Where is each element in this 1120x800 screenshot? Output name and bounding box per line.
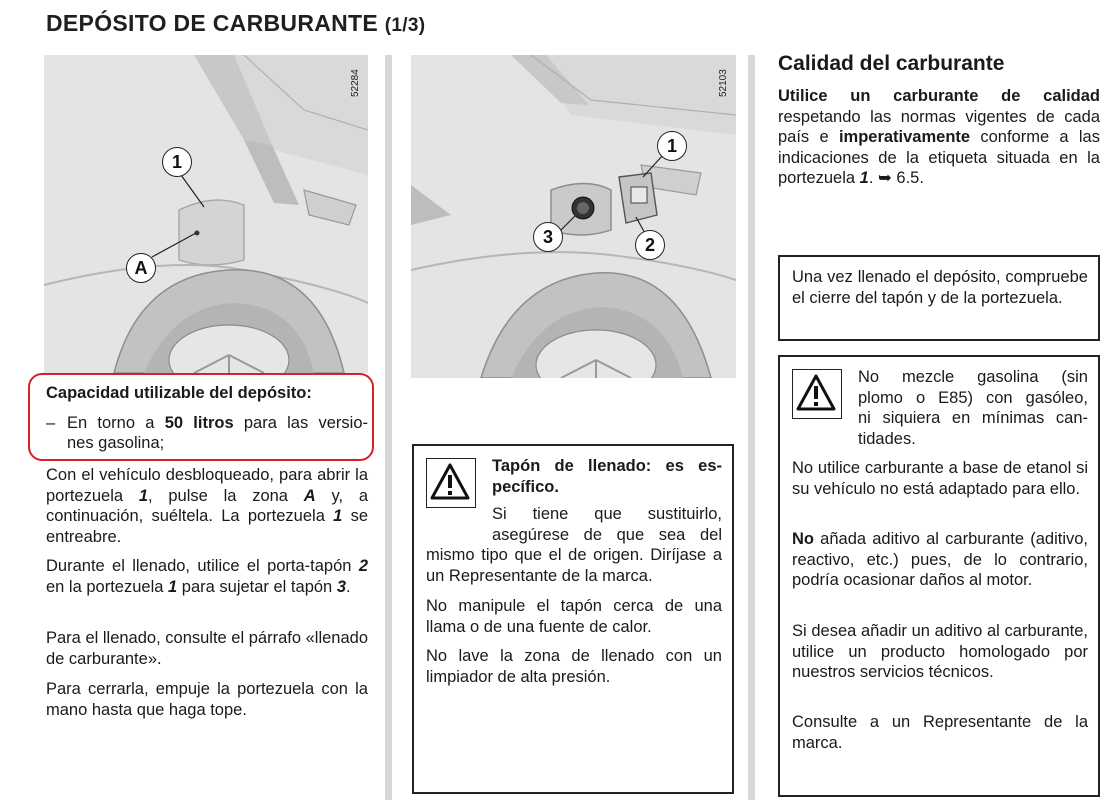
paragraph-fuel-quality: Utilice un carburante de calidad respetando las normas vigentes de cada país e imperativamente conforme a las indicaciones de la etiqueta situada en la portezuela 1. ➥ 6.5. bbox=[778, 87, 1100, 187]
callout-3: 3 bbox=[533, 222, 563, 252]
callout-A: A bbox=[126, 253, 156, 283]
warning-ethanol: No utilice carburante a base de etanol si su vehículo no está adaptado para ello. bbox=[792, 459, 1088, 498]
warning-replace-cap-lines: Si tiene que sustituirlo, asegúrese de que sea del bbox=[492, 505, 722, 544]
warning-no-additive: No añada aditivo al carburante (aditivo, reactivo, etc.) pues, de lo contrario, podría ocasionar daños al motor. bbox=[792, 530, 1088, 589]
paragraph-close-flap: Para cerrarla, empuje la portezuela con la mano hasta que haga tope. bbox=[46, 680, 368, 719]
warning-pressure-wash: No lave la zona de llenado con un limpiador de alta presión. bbox=[426, 647, 722, 686]
capacity-title: Capacidad utilizable del depósito: bbox=[46, 384, 312, 402]
note-check-cap: Una vez llenado el depósito, compruebe el cierre del tapón y de la portezuela. bbox=[792, 268, 1088, 307]
paragraph-cap-holder: Durante el llenado, utilice el porta-tapón 2 en la portezuela 1 para sujetar el tapón 3. bbox=[46, 557, 368, 596]
warning-icon bbox=[792, 369, 842, 419]
figure-fuel-flap-closed bbox=[44, 55, 368, 373]
warning-approved-additive: Si desea añadir un aditivo al carburante, utilice un producto homologado por nuestros servicios técnicos. bbox=[792, 622, 1088, 681]
figure-reference-number: 52103 bbox=[718, 69, 729, 97]
car-fuel-cap-illustration bbox=[411, 55, 736, 378]
note-box-check-cap bbox=[778, 255, 1100, 341]
list-dash: – bbox=[46, 414, 56, 432]
warning-replace-cap-rest: mismo tipo que el de origen. Diríjase a un Representante de la marca. bbox=[426, 546, 722, 585]
page-indicator: (1/3) bbox=[384, 15, 426, 36]
car-rear-illustration bbox=[44, 55, 368, 373]
page-title: DEPÓSITO DE CARBURANTE (1/3) bbox=[46, 10, 426, 36]
section-heading-fuel-quality: Calidad del carburante bbox=[778, 52, 1005, 75]
warning-heat-source: No manipule el tapón cerca de una llama o de una fuente de calor. bbox=[426, 597, 722, 636]
paragraph-refuel-reference: Para el llenado, consulte el párrafo «llenado de carburante». bbox=[46, 629, 368, 668]
column-divider-right bbox=[748, 55, 755, 800]
capacity-item: – En torno a 50 litros para las versio- nes gasolina; bbox=[46, 414, 368, 452]
warning-contact-dealer: Consulte a un Representante de la marca. bbox=[792, 713, 1088, 752]
figure-reference-number: 52284 bbox=[350, 69, 361, 97]
callout-2: 2 bbox=[635, 230, 665, 260]
capacity-value: 50 litros bbox=[164, 414, 234, 432]
warning-icon bbox=[426, 458, 476, 508]
callout-1: 1 bbox=[162, 147, 192, 177]
warning-box-filler-cap bbox=[412, 444, 734, 794]
paragraph-open-flap: Con el vehículo desbloqueado, para abrir la portezuela 1, pulse la zona A y, a continuación, suéltela. La portezuela 1 se entreabre. bbox=[46, 466, 368, 546]
warning-no-mixing: No mezcle gasolina (sin plomo o E85) con gasóleo, ni siquiera en mínimas can- tidades. bbox=[858, 368, 1088, 448]
figure-fuel-flap-open bbox=[411, 55, 736, 378]
warning-title: Tapón de llenado: es es- pecífico. bbox=[492, 457, 722, 496]
callout-1: 1 bbox=[657, 131, 687, 161]
warning-box-fuel-mixing bbox=[778, 355, 1100, 797]
column-divider-left bbox=[385, 55, 392, 800]
